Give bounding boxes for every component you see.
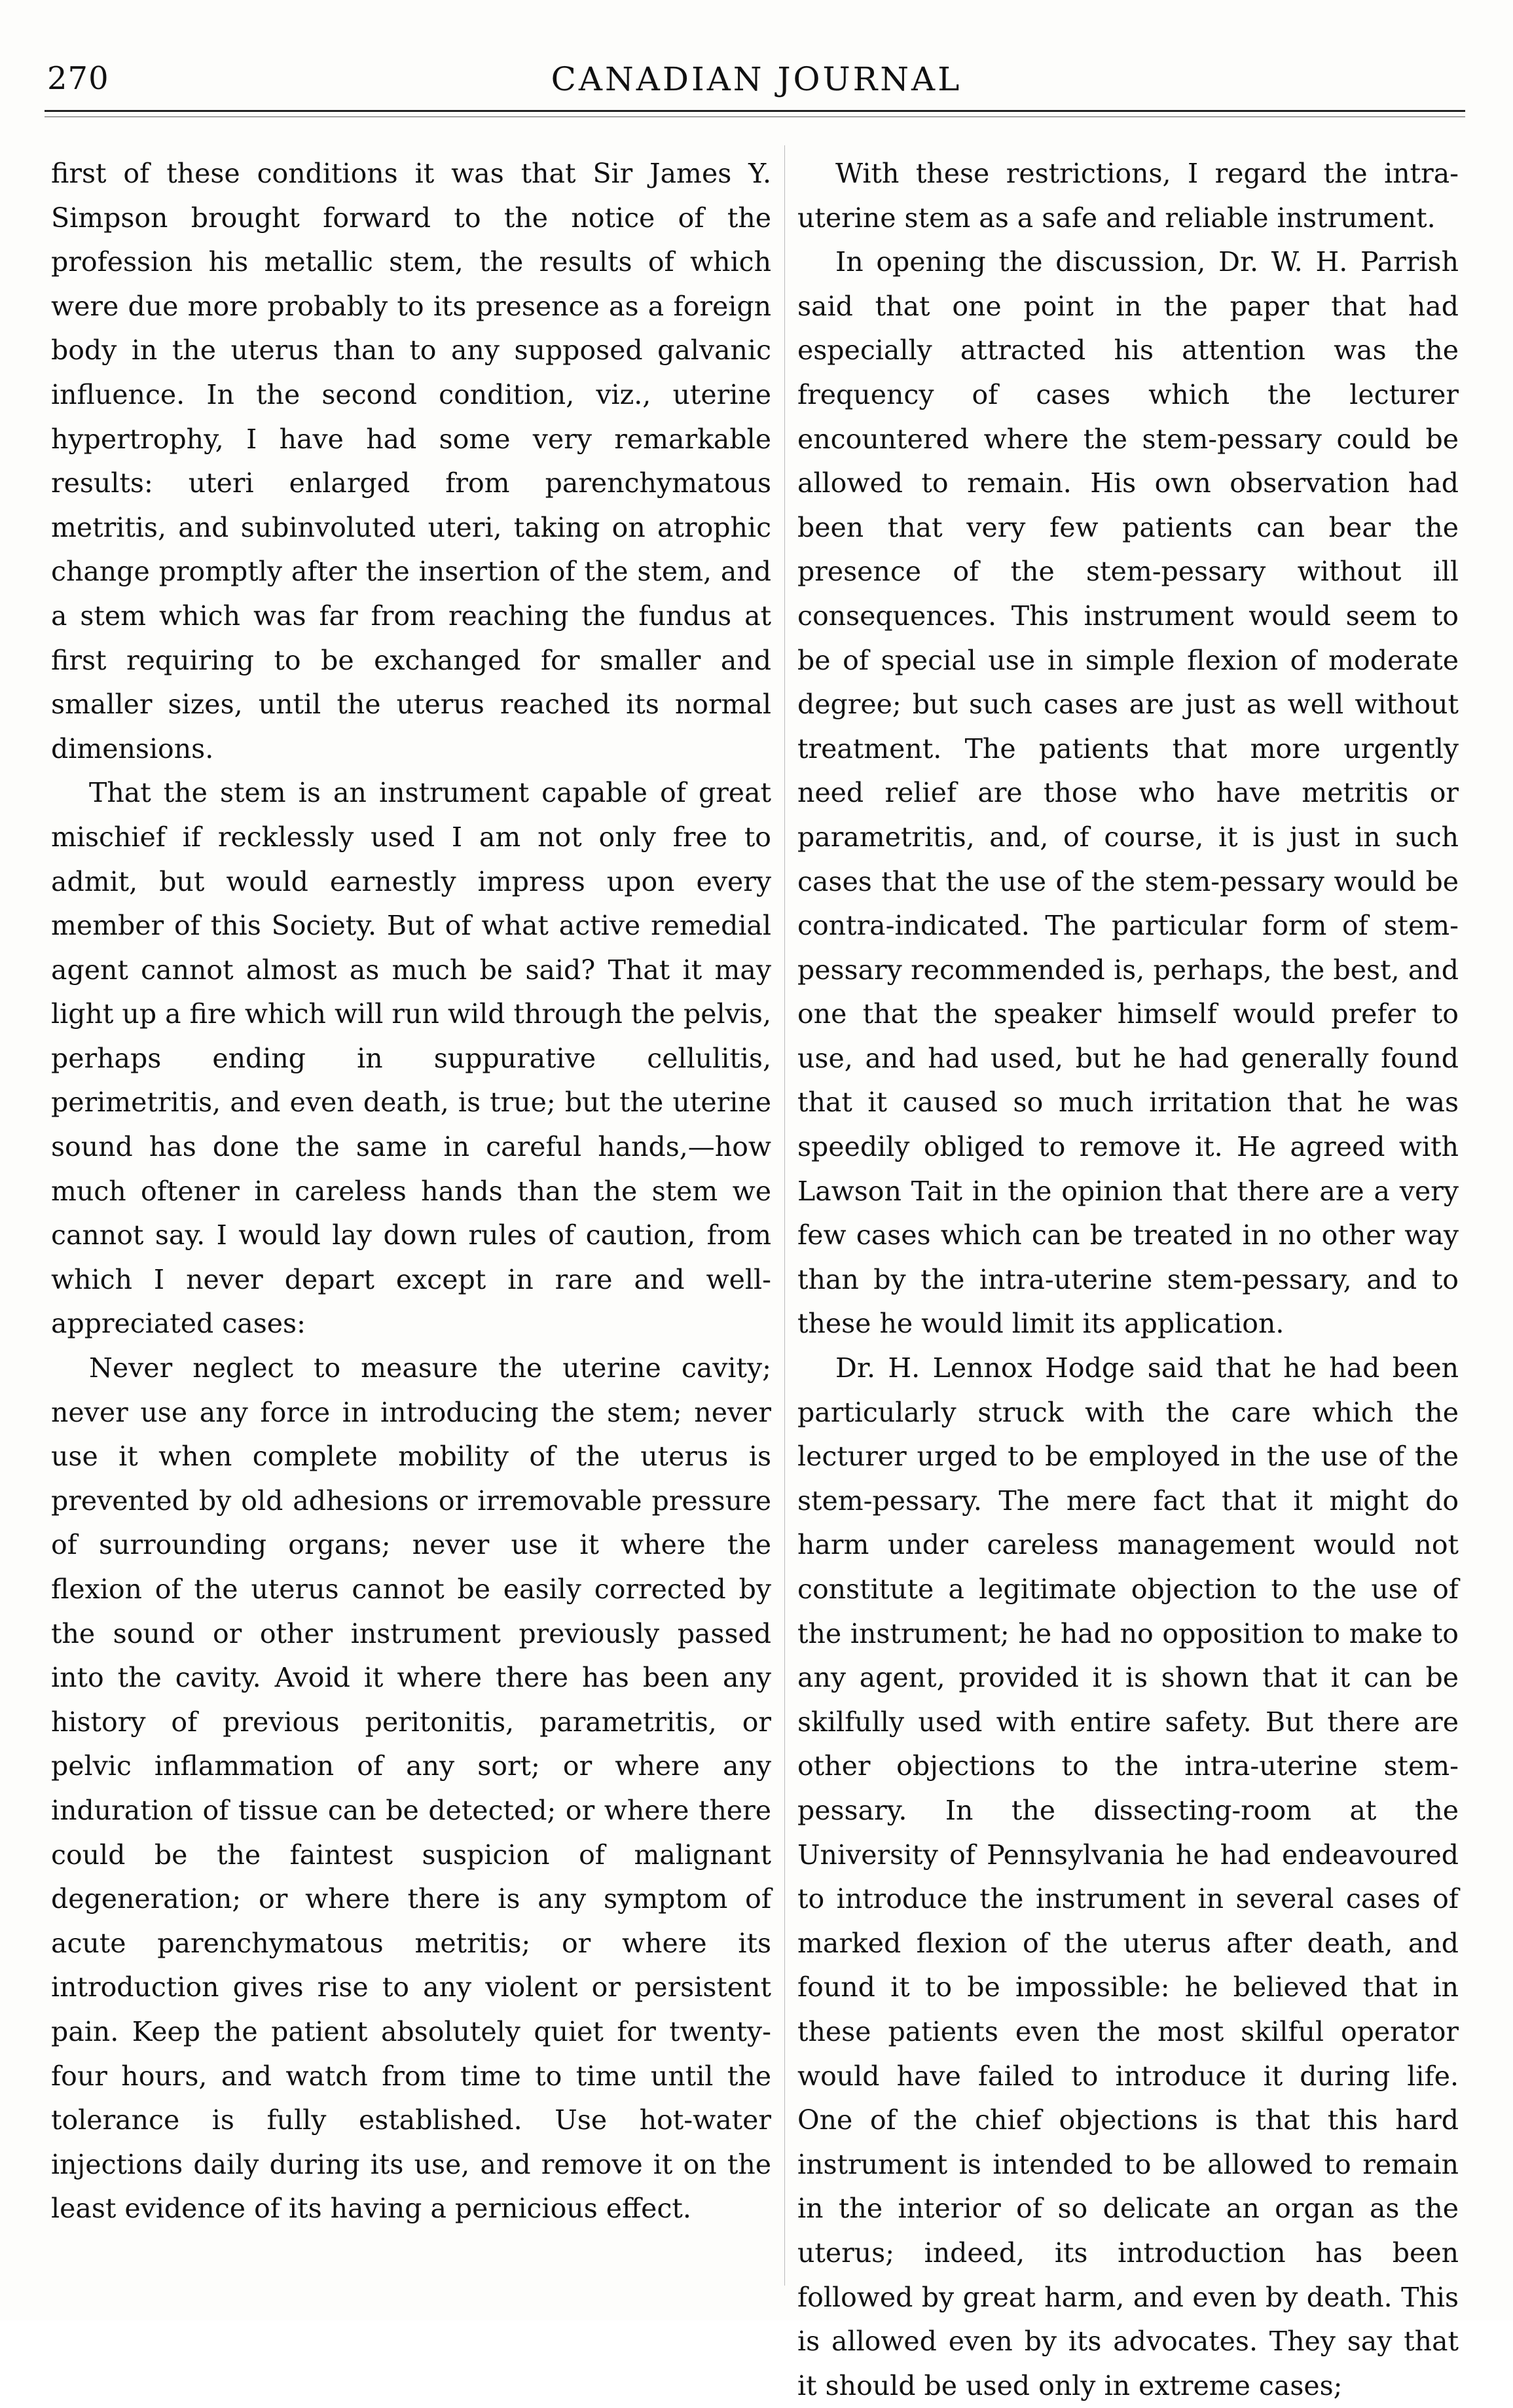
left-column <box>51 152 771 2231</box>
paragraph: Dr. H. Lennox Hodge said that he had been particularly struck with the care which the lecturer urged to be employed in the use of the stem-pessary. The mere fact that it might do harm under careless management would not constitute a legitimate objection to the use of the instrument; he had no opposition to make to any agent, provided it is shown that it can be skilfully used with entire safety. But there are other objections to the intra-uterine stem-pessary. In the dissecting-room at the University of Pennsylvania he had endeavoured to introduce the instrument in several cases of marked flexion of the uterus after death, and found it to be impossible: he believed that in these patients even the most skilful operator would have failed to introduce it during life. One of the chief objections is that this hard instrument is intended to be allowed to remain in the interior of so delicate an organ as the uterus; indeed, its introduction has been followed by great harm, and even by death. This is allowed even by its advocates. They say that it should be used only in extreme cases; <box>797 1352 1459 2401</box>
column-divider <box>784 145 785 2286</box>
header-rule <box>45 110 1465 112</box>
right-column <box>797 152 1459 2408</box>
paragraph: In opening the discussion, Dr. W. H. Parrish said that one point in the paper that had especially attracted his attention was the frequency of cases which the lecturer encountered where the stem-pessary could be allowed to remain. His own observation had been that very few patients can bear the presence of the stem-pessary without ill consequences. This instrument would seem to be of special use in simple flexion of moderate degree; but such cases are just as well without treatment. The patients that more urgently need relief are those who have metritis or parametritis, and, of course, it is just in such cases that the use of the stem-pessary would be contra-indicated. The particular form of stem-pessary recommended is, perhaps, the best, and one that the speaker himself would prefer to use, and had used, but he had generally found that it caused so much irritation that he was speedily obliged to remove it. He agreed with Lawson Tait in the opinion that there are a very few cases which can be treated in no other way than by the intra-uterine stem-pessary, and to these he would limit its application. <box>797 246 1459 1340</box>
running-head <box>0 60 1513 106</box>
paragraph: Never neglect to measure the uterine cavity; never use any force in introducing the stem; never use it when complete mobility of the uterus is prevented by old adhesions or irremovable pressure of surrounding organs; never use it where the flexion of the uterus cannot be easily corrected by the sound or other instrument previously passed into the cavity. Avoid it where there has been any history of previous peritonitis, parametritis, or pelvic inflammation of any sort; or where any induration of tissue can be detected; or where there could be the faintest suspicion of malignant degeneration; or where there is any symptom of acute parenchymatous metritis; or where its introduction gives rise to any violent or persistent pain. Keep the patient absolutely quiet for twenty-four hours, and watch from time to time until the tolerance is fully established. Use hot-water injections daily during its use, and remove it on the least evidence of its having a pernicious effect. <box>51 1352 771 2225</box>
page-number: 270 <box>47 60 109 97</box>
paragraph: With these restrictions, I regard the intra-uterine stem as a safe and reliable instrument. <box>797 158 1459 234</box>
paragraph: first of these conditions it was that Sir James Y. Simpson brought forward to the notice of the profession his metallic stem, the results of which were due more probably to its presence as a foreign body in the uterus than to any supposed galvanic influence. In the second condition, viz., uterine hypertrophy, I have had some very remarkable results: uteri enlarged from parenchymatous metritis, and subinvoluted uteri, taking on atrophic change promptly after the insertion of the stem, and a stem which was far from reaching the fundus at first requiring to be exchanged for smaller and smaller sizes, until the uterus reached its normal dimensions. <box>51 158 771 764</box>
journal-title: CANADIAN JOURNAL <box>551 60 962 98</box>
paragraph: That the stem is an instrument capable of great mischief if recklessly used I am not only free to admit, but would earnestly impress upon every member of this Society. But of what active remedial agent cannot almost as much be said? That it may light up a fire which will run wild through the pelvis, perhaps ending in suppurative cellulitis, perimetritis, and even death, is true; but the uterine sound has done the same in careful hands,—how much oftener in careless hands than the stem we cannot say. I would lay down rules of caution, from which I never depart except in rare and well-appreciated cases: <box>51 777 771 1340</box>
